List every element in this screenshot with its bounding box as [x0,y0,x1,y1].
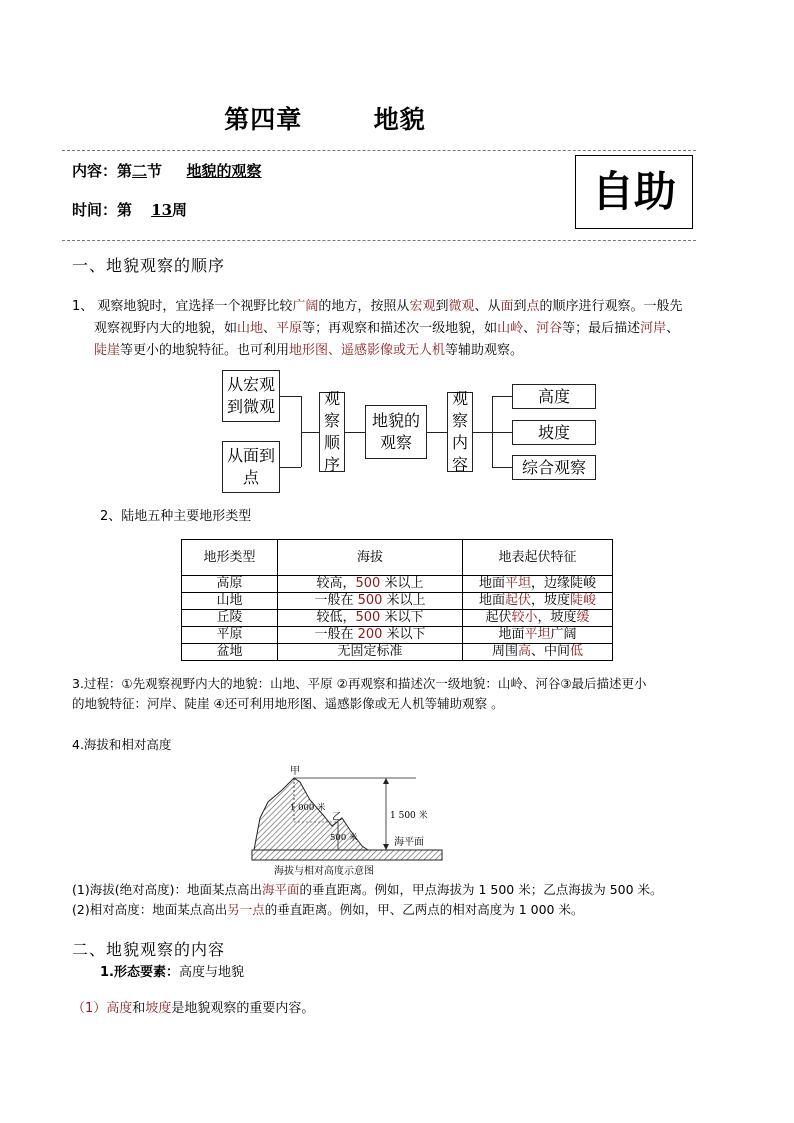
definition-relative-height: (2)相对高度：地面某点高出另一点的垂直距离。例如，甲、乙两点的相对高度为 1 000 米。 [72,902,584,917]
item3-paragraph: 3.过程：①先观察视野内大的地貌：山地、平原 ②再观察和描述次一级地貌：山岭、河谷③最后描述更小 的地貌特征：河岸、陡崖 ④还可利用地形图、遥感影像或无人机等辅助观察 。 [72,676,647,711]
table-header-row [182,540,613,576]
week-number: 13 [151,201,173,219]
page-title [0,100,650,136]
flow-overall: 综合观察 [512,455,596,480]
arrowhead [383,844,389,850]
altitude-diagram [246,760,446,882]
chapter-topic: 地貌 [373,105,426,134]
column-header: 地表起伏特征 [463,540,613,576]
section2-paragraph1: （1）高度和坡度是地貌观察的重要内容。 [72,1001,315,1016]
definition-altitude: (1)海拔(绝对高度)：地面某点高出海平面的垂直距离。例如，甲点海拔为 1 500 米；乙点海拔为 500 米。 [72,882,663,897]
table-row: 山地 一般在 500 米以上 地面起伏，坡度陡峻 [182,593,613,610]
time-line: 时间：第 13周 [72,201,188,219]
flow-face-to-point: 从面到点 [222,441,280,493]
section1-heading: 一、地貌观察的顺序 [72,256,226,275]
self-study-badge: 自助 [575,155,693,229]
flow-content: 观察内容 [447,392,473,472]
label-1500: 1 500 米 [390,811,428,821]
table-row: 丘陵 较低，500 米以下 起伏较小，坡度缓 [182,610,613,627]
section-number: 二 [132,162,148,180]
label-sea-level: 海平面 [394,837,424,848]
table-row: 平原 一般在 200 米以下 地面平坦广阔 [182,627,613,644]
flow-order: 观察顺序 [319,392,345,472]
content-line: 内容：第二节 地貌的观察 [72,162,262,180]
label-peak-b: 乙 [332,812,342,823]
column-header: 海拔 [278,540,463,576]
item1-paragraph: 1、 观察地貌时，宜选择一个视野比较广阔的地方，按照从宏观到微观、从面到点的顺序进行观察。一般先 观察视野内大的地貌，如山地、平原等；再观察和描述次一级地貌，如山岭、河谷等；最后描述河岸、 陡崖等更小的地貌特征。也可利用地形图、遥感影像或无人机等辅助观察。 [72,299,683,358]
table-row: 盆地 无固定标准 周围高、中间低 [182,644,613,661]
flow-slope: 坡度 [512,420,596,445]
connector [427,432,447,433]
connector [280,467,301,468]
item2-title: 2、陆地五种主要地形类型 [100,509,252,524]
label-peak-a: 甲 [290,766,300,777]
connector [301,432,319,433]
flow-macro-to-micro: 从宏观到微观 [222,370,280,422]
ground-base [252,850,442,860]
connector [492,467,512,468]
connector [345,432,365,433]
connector [280,396,301,397]
divider-top [62,150,696,151]
chapter-label: 第四章 [224,105,303,134]
label-1000: 1 000 米 [290,803,326,813]
connector [492,432,512,433]
item4-title: 4.海拔和相对高度 [72,737,172,752]
connector [473,432,493,433]
connector [492,396,512,397]
section2-heading: 二、地貌观察的内容 [72,940,226,959]
flow-center: 地貌的观察 [365,405,427,459]
table-row: 高原 较高，500 米以上 地面平坦，边缘陡峻 [182,576,613,593]
terrain-table [181,539,613,661]
arrowhead [383,778,389,784]
label-500: 500 米 [330,833,358,843]
section-title: 地貌的观察 [186,162,262,180]
sub1-line: 1.形态要素：高度与地貌 [100,965,244,980]
flow-height: 高度 [512,384,596,409]
divider-bottom [62,240,696,241]
column-header: 地形类型 [182,540,278,576]
definitions [72,880,772,920]
diagram-caption: 海拔与相对高度示意图 [274,866,374,877]
